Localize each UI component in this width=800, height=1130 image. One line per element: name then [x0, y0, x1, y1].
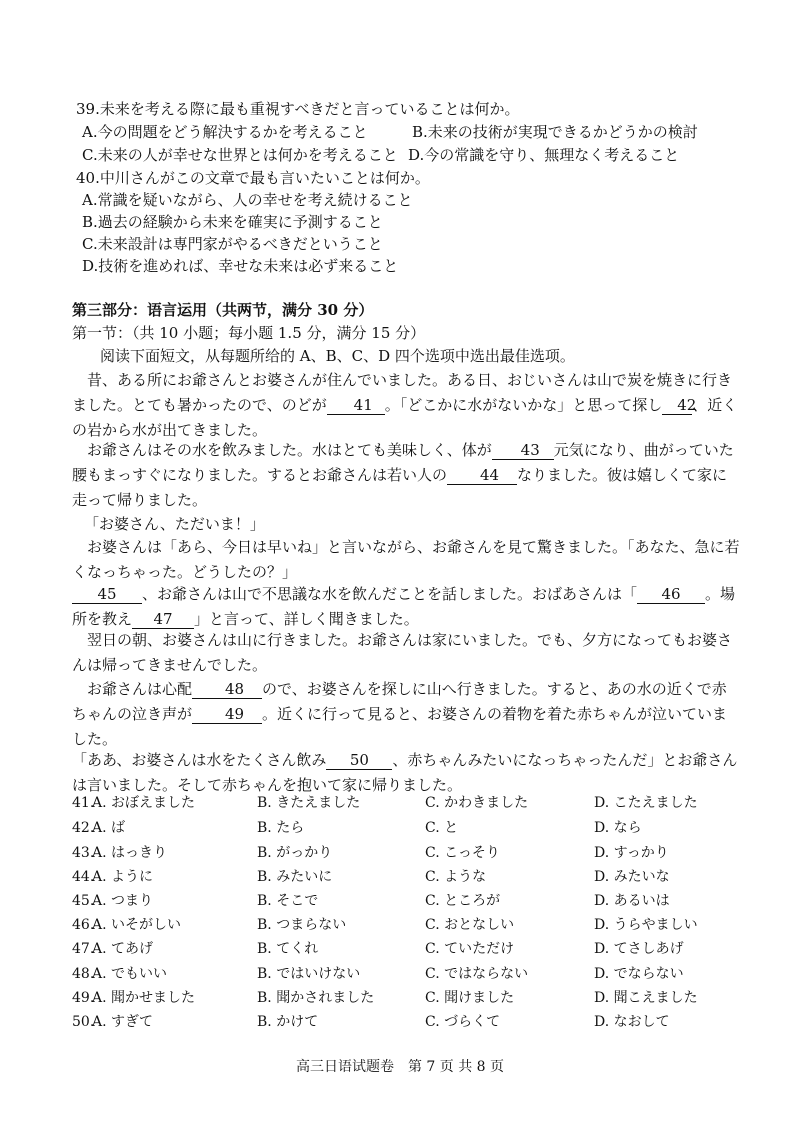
option-c[interactable]: C. ところが: [425, 893, 501, 909]
option-a[interactable]: A. おぼえました: [92, 795, 196, 811]
option-b[interactable]: B. かけて: [257, 1014, 319, 1030]
option-c[interactable]: C. ではならない: [425, 966, 529, 982]
option-d[interactable]: D. てさしあげ: [594, 941, 684, 957]
option-b[interactable]: B. たら: [257, 820, 305, 836]
option-d[interactable]: D. なおして: [594, 1014, 670, 1030]
passage-paragraph-8: 「ああ、お婆さんは水をたくさん飲み 50 、赤ちゃんみたいになっちゃったんだ」とお爺さんは言いました。そして赤ちゃんを抱いて家に帰りました。: [72, 751, 738, 794]
passage-paragraph-4: お婆さんは「あら、今日は早いね」と言いながら、お爺さんを見て驚きました。「あなた、急に若くなっちゃった。どうしたの？」: [72, 538, 740, 581]
section-heading: 第三部分：语言运用（共两节，满分 30 分）: [72, 301, 374, 319]
q39-stem: 39.未来を考える際に最も重視すべきだと言っていることは何か。: [76, 100, 520, 118]
passage-paragraph-1: 昔、ある所にお爺さんとお婆さんが住んでいました。ある日、おじいさんは山で炭を焼きに行きました。とても暑かったので、のどが 41 。「どこかに水がないかな」と思って探し 42、近くの岩から水が出てきました。: [72, 371, 738, 439]
blank-45[interactable]: 45: [72, 585, 142, 604]
page-footer: 高三日语试题卷 第 7 页 共 8 页: [295, 1059, 505, 1075]
option-d[interactable]: D. すっかり: [594, 845, 669, 861]
option-b[interactable]: B. そこで: [257, 893, 319, 909]
blank-43[interactable]: 43: [492, 441, 554, 460]
option-a[interactable]: A. いそがしい: [92, 917, 182, 933]
blank-50[interactable]: 50: [326, 751, 392, 770]
option-a[interactable]: A. でもいい: [92, 966, 168, 982]
passage-paragraph-5: 45 、お爺さんは山で不思議な水を飲んだことを話しました。おばあさんは「 46 。場所を教え 47 」と言って、詳しく聞きました。: [72, 585, 736, 628]
section-part1: 第一节：（共 10 小题；每小题 1.5 分，满分 15 分）: [72, 324, 426, 342]
blank-49[interactable]: 49: [192, 705, 262, 724]
question-number: 49.: [72, 990, 95, 1006]
blank-42[interactable]: 42: [662, 396, 692, 415]
question-number: 46.: [72, 917, 95, 933]
question-number: 48.: [72, 966, 95, 982]
option-d[interactable]: D. こたえました: [594, 795, 698, 811]
q39-option-b[interactable]: B.未来の技術が実現できるかどうかの検討: [412, 123, 698, 141]
option-b[interactable]: B. がっかり: [257, 845, 333, 861]
blank-48[interactable]: 48: [192, 680, 262, 699]
option-b[interactable]: B. みたいに: [257, 869, 333, 885]
question-number: 43.: [72, 845, 95, 861]
option-d[interactable]: D. みたいな: [594, 869, 670, 885]
blank-44[interactable]: 44: [447, 466, 517, 485]
question-number: 47.: [72, 941, 95, 957]
q40-option-b[interactable]: B.過去の経験から未来を確実に予測すること: [82, 213, 383, 231]
option-d[interactable]: D. でならない: [594, 966, 684, 982]
q39-option-a[interactable]: A.今の問題をどう解決するかを考えること: [82, 123, 368, 141]
option-a[interactable]: A. はっきり: [92, 845, 168, 861]
question-number: 41.: [72, 795, 95, 811]
passage-paragraph-3: 「お婆さん、ただいま！」: [84, 515, 265, 533]
question-number: 42.: [72, 820, 95, 836]
option-c[interactable]: C. ような: [425, 869, 487, 885]
blank-46[interactable]: 46: [637, 585, 705, 604]
passage-paragraph-7: お爺さんは心配 48 ので、お婆さんを探しに山へ行きました。すると、あの水の近くで赤ちゃんの泣き声が 49 。近くに行って見ると、お婆さんの着物を着た赤ちゃんが泣いていました。: [72, 680, 728, 748]
option-c[interactable]: C. かわきました: [425, 795, 529, 811]
option-d[interactable]: D. うらやましい: [594, 917, 698, 933]
option-c[interactable]: C. こっそり: [425, 845, 500, 861]
option-d[interactable]: D. 聞こえました: [594, 990, 698, 1006]
option-a[interactable]: A. すぎて: [92, 1014, 154, 1030]
option-a[interactable]: A. ば: [92, 820, 126, 836]
option-b[interactable]: B. ではいけない: [257, 966, 361, 982]
passage-paragraph-6: 翌日の朝、お婆さんは山に行きました。お爺さんは家にいました。でも、夕方になってもお婆さんは帰ってきませんでした。: [72, 631, 733, 674]
blank-41[interactable]: 41: [327, 396, 385, 415]
option-a[interactable]: A. てあげ: [92, 941, 154, 957]
passage-paragraph-2: お爺さんはその水を飲みました。水はとても美味しく、体が 43 元気になり、曲がっていた腰もまっすぐになりました。するとお爺さんは若い人の 44 なりました。彼は嬉しくて家に走って帰りました。: [72, 441, 734, 509]
option-b[interactable]: B. てくれ: [257, 941, 319, 957]
q39-option-c[interactable]: C.未来の人が幸せな世界とは何かを考えること: [82, 146, 398, 164]
option-c[interactable]: C. おとなしい: [425, 917, 515, 933]
option-a[interactable]: A. つまり: [92, 893, 154, 909]
q40-option-d[interactable]: D.技術を進めれば、幸せな未来は必ず来ること: [82, 257, 399, 275]
blank-47[interactable]: 47: [132, 610, 194, 629]
option-b[interactable]: B. 聞かされました: [257, 990, 375, 1006]
section-instruction: 阅读下面短文，从每题所给的 A、B、C、D 四个选项中选出最佳选项。: [100, 347, 575, 365]
option-b[interactable]: B. つまらない: [257, 917, 347, 933]
option-a[interactable]: A. ように: [92, 869, 154, 885]
question-number: 44.: [72, 869, 95, 885]
option-c[interactable]: C. ていただけ: [425, 941, 515, 957]
option-a[interactable]: A. 聞かせました: [92, 990, 196, 1006]
q39-option-d[interactable]: D.今の常識を守り、無理なく考えること: [408, 146, 680, 164]
option-d[interactable]: D. あるいは: [594, 893, 670, 909]
option-d[interactable]: D. なら: [594, 820, 642, 836]
option-b[interactable]: B. きたえました: [257, 795, 361, 811]
option-c[interactable]: C. 聞けました: [425, 990, 515, 1006]
question-number: 45.: [72, 893, 95, 909]
q40-option-c[interactable]: C.未来設計は専門家がやるべきだということ: [82, 235, 383, 253]
option-c[interactable]: C. と: [425, 820, 459, 836]
question-number: 50.: [72, 1014, 95, 1030]
q40-option-a[interactable]: A.常識を疑いながら、人の幸せを考え続けること: [82, 191, 413, 209]
option-c[interactable]: C. づらくて: [425, 1014, 501, 1030]
q40-stem: 40.中川さんがこの文章で最も言いたいことは何か。: [76, 169, 430, 187]
